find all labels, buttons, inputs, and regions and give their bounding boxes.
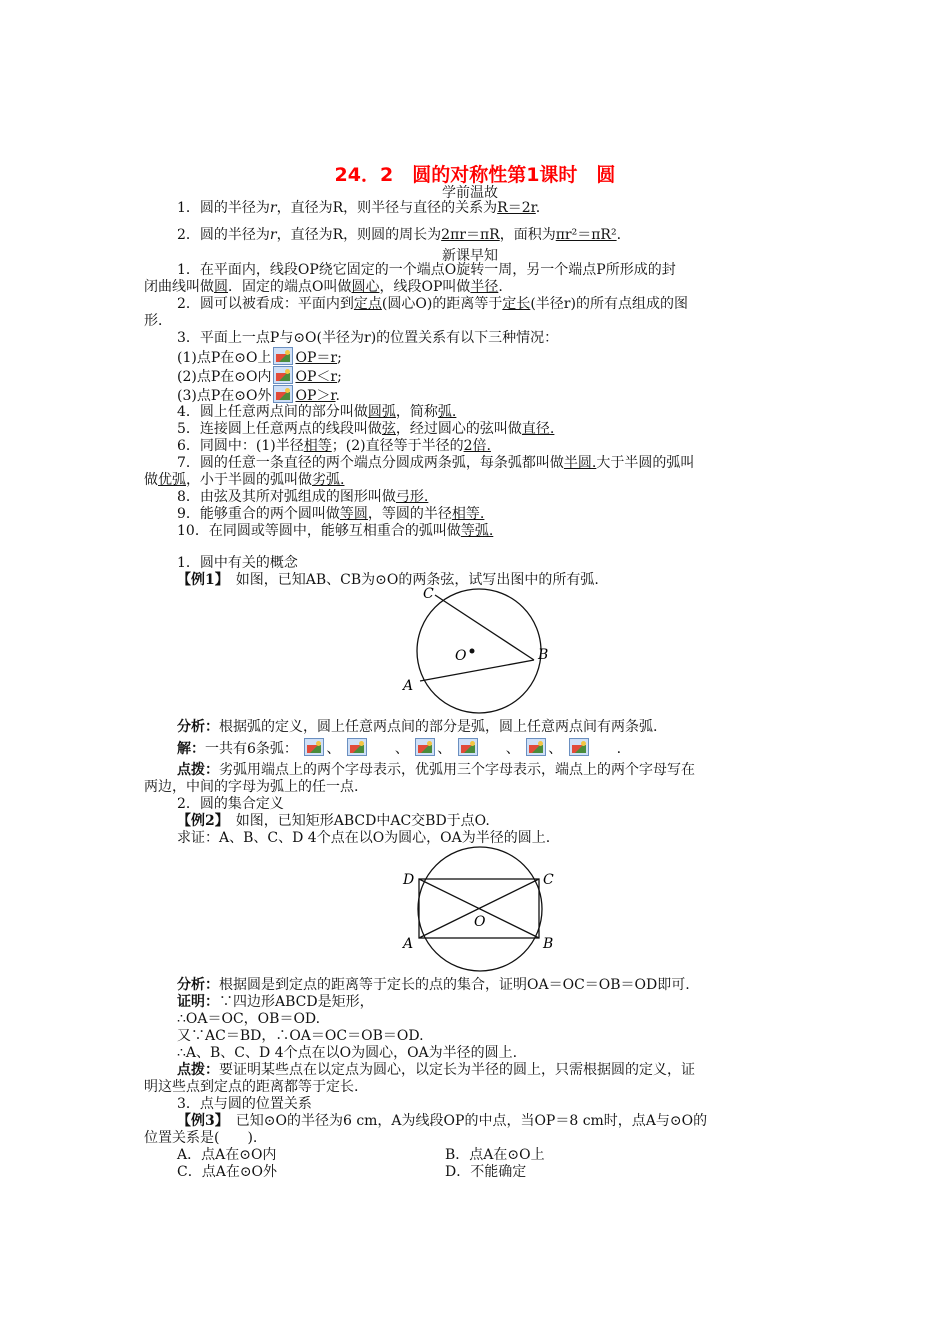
arc-image-icon: [458, 738, 478, 756]
new-item-7a: 7．圆的任意一条直径的两个端点分圆成两条弧，每条弧都叫做半圆.大于半圆的弧叫: [177, 455, 695, 471]
option-c: C．点A在⊙O外: [177, 1164, 278, 1180]
arc-image-icon: [347, 738, 367, 756]
option-d: D．不能确定: [445, 1164, 527, 1180]
part-heading-3: 3．点与圆的位置关系: [177, 1096, 312, 1112]
analysis-1: 分析：根据弧的定义，圆上任意两点间的部分是弧，圆上任意两点间有两条弧.: [177, 719, 658, 735]
new-item-7b: 做优弧，小于半圆的弧叫做劣弧.: [144, 472, 345, 488]
figure-circle-chords: [395, 586, 565, 716]
part-heading-1: 1．圆中有关的概念: [177, 555, 298, 571]
chord-cb: [435, 595, 534, 660]
proof-4: ∴A、B、C、D 4个点在以O为圆心，OA为半径的圆上.: [177, 1045, 518, 1061]
arc-image-icon: [569, 738, 589, 756]
label-a: A: [403, 936, 414, 952]
new-item-2b: 形．: [144, 313, 172, 329]
new-item-1a: 1．在平面内，线段OP绕它固定的一个端点O旋转一周，另一个端点P所形成的封: [177, 262, 676, 278]
part-heading-2: 2．圆的集合定义: [177, 796, 284, 812]
option-a: A．点A在⊙O内: [177, 1147, 277, 1163]
new-item-1b: 闭曲线叫做圆．固定的端点O叫做圆心，线段OP叫做半径.: [144, 279, 503, 295]
arc-image-icon: [526, 738, 546, 756]
section-heading-review: 学前温故: [442, 185, 498, 201]
new-item-3-1: (1)点P在⊙O上 OP＝r;: [177, 347, 342, 367]
tip-2b: 明这些点到定点的距离都等于定长.: [144, 1079, 359, 1095]
tip-1a: 点拨：劣弧用端点上的两个字母表示，优弧用三个字母表示，端点上的两个字母写在: [177, 762, 695, 778]
example-1: 【例1】 如图，已知AB、CB为⊙O的两条弦，试写出图中的所有弧.: [177, 572, 599, 588]
review-item-1: 1．圆的半径为r，直径为R，则半径与直径的关系为R＝2r.: [177, 200, 541, 216]
new-item-4: 4．圆上任意两点间的部分叫做圆弧，简称弧.: [177, 404, 457, 420]
page-title: 24．2 圆的对称性第1课时 圆: [334, 164, 616, 186]
arc-image-icon: [304, 738, 324, 756]
image-placeholder-icon: [273, 366, 293, 384]
review-item-2: 2．圆的半径为r，直径为R，则圆的周长为2πr＝πR，面积为πr²＝πR².: [177, 227, 622, 243]
new-item-10: 10．在同圆或等圆中，能够互相重合的弧叫做等弧.: [177, 523, 494, 539]
image-placeholder-icon: [273, 347, 293, 365]
new-item-3: 3．平面上一点P与⊙O(半径为r)的位置关系有以下三种情况：: [177, 330, 559, 346]
section-heading-new: 新课早知: [442, 248, 498, 264]
proof-2: ∴OA＝OC，OB＝OD.: [177, 1011, 321, 1027]
label-b: B: [543, 936, 554, 952]
new-item-9: 9．能够重合的两个圆叫做等圆，等圆的半径相等.: [177, 506, 485, 522]
option-b: B．点A在⊙O上: [445, 1147, 545, 1163]
label-c: C: [423, 586, 434, 602]
new-item-5: 5．连接圆上任意两点的线段叫做弦，经过圆心的弦叫做直径.: [177, 421, 555, 437]
chord-ab: [420, 660, 534, 681]
label-o: O: [474, 914, 486, 930]
label-o: O: [455, 648, 467, 664]
solution-1: 解：一共有6条弧： 、 、 、 、 、 .: [177, 738, 621, 758]
example-3: 【例3】 已知⊙O的半径为6 cm，A为线段OP的中点，当OP＝8 cm时，点A与⊙O的: [177, 1113, 708, 1129]
proof-3: 又∵AC＝BD，∴OA＝OC＝OB＝OD.: [177, 1028, 424, 1044]
proof-1: 证明：∵四边形ABCD是矩形，: [177, 994, 374, 1010]
new-item-3-3: (3)点P在⊙O外 OP＞r.: [177, 385, 340, 405]
analysis-2: 分析：根据圆是到定点的距离等于定长的点的集合，证明OA＝OC＝OB＝OD即可.: [177, 977, 690, 993]
circle-outline: [417, 589, 541, 713]
new-item-6: 6．同圆中：(1)半径相等；(2)直径等于半径的2倍.: [177, 438, 491, 454]
new-item-8: 8．由弦及其所对弧组成的图形叫做弓形.: [177, 489, 429, 505]
new-item-2a: 2．圆可以被看成：平面内到定点(圆心O)的距离等于定长(半径r)的所有点组成的图: [177, 296, 688, 312]
center-dot: [470, 649, 475, 654]
image-placeholder-icon: [273, 385, 293, 403]
tip-2a: 点拨：要证明某些点在以定点为圆心，以定长为半径的圆上，只需根据圆的定义，证: [177, 1062, 695, 1078]
example-2: 【例2】 如图，已知矩形ABCD中AC交BD于点O.: [177, 813, 490, 829]
label-b: B: [538, 647, 549, 663]
example-3-question: 位置关系是( ).: [144, 1130, 258, 1146]
arc-image-icon: [415, 738, 435, 756]
label-d: D: [403, 872, 415, 888]
label-a: A: [403, 678, 414, 694]
figure-rectangle-in-circle: [395, 846, 565, 974]
new-item-3-2: (2)点P在⊙O内 OP＜r;: [177, 366, 342, 386]
tip-1b: 两边，中间的字母为弧上的任一点.: [144, 779, 359, 795]
label-c: C: [543, 872, 554, 888]
example-2-claim: 求证：A、B、C、D 4个点在以O为圆心，OA为半径的圆上.: [177, 830, 551, 846]
